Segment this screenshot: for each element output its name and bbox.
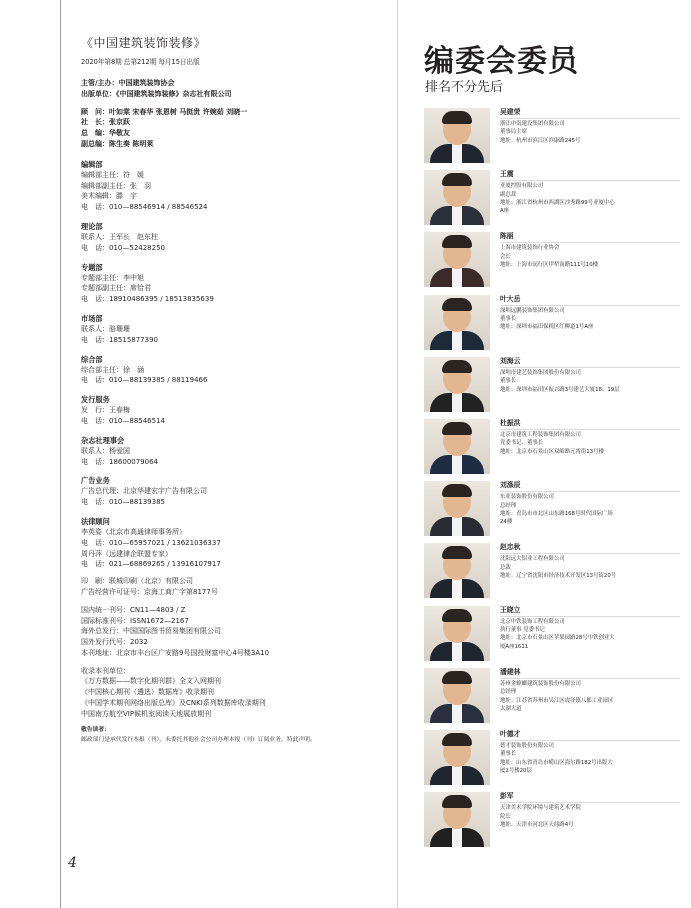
member-role: 董事局主席 xyxy=(500,129,527,136)
section-line: 电 话：18600079064 xyxy=(81,457,158,466)
printing-line: 印 刷：联城印刷（北京）有限公司 xyxy=(81,577,193,586)
member-address: 地址：天津市河北区天纬路4号 xyxy=(500,822,574,828)
member-address-cont: 厦A座1611 xyxy=(500,643,529,650)
page-spine-divider xyxy=(397,0,398,908)
member-name: 陈丽 xyxy=(500,232,514,241)
member-role: 院长 xyxy=(500,813,511,820)
portrait-hair xyxy=(442,298,472,311)
member-address-cont: A座 xyxy=(500,208,510,215)
member-role: 董事长 xyxy=(500,316,517,322)
section-line: 专题部副主任：席恰君 xyxy=(81,284,151,293)
notice-text: 邮政部门是承代发行本报（刊），未委托其他社会公司办理本报（刊）订阅业务，特此声明。 xyxy=(81,736,316,743)
member-photo xyxy=(424,419,490,474)
member-name-rule xyxy=(500,429,680,430)
section-heading: 发行服务 xyxy=(81,395,110,405)
member-organization: 德才装饰股份有限公司 xyxy=(500,743,554,749)
codes-block xyxy=(81,605,391,659)
member-card xyxy=(424,792,684,847)
member-name-rule xyxy=(500,305,680,306)
section-line: 电 话：010—88546514 xyxy=(81,416,165,425)
member-address-cont: 厦2号楼20层 xyxy=(500,768,532,775)
president-line: 社 长：张京跃 xyxy=(81,118,130,127)
member-role: 总经理 xyxy=(500,689,517,696)
member-role: 总裁 xyxy=(500,564,511,571)
member-name-rule xyxy=(500,180,680,181)
section-line: 李英姿（北京市高通律师事务所） xyxy=(81,527,186,536)
member-info xyxy=(500,419,684,456)
member-photo xyxy=(424,295,490,350)
department-sections xyxy=(81,159,391,576)
member-info xyxy=(500,170,684,216)
member-name: 刘涤辰 xyxy=(500,481,521,490)
member-name-rule xyxy=(500,367,680,368)
member-name: 杜振洪 xyxy=(500,419,521,427)
printing-line: 广告经营许可证号：京海工商广字第8177号 xyxy=(81,587,218,596)
member-name: 王震 xyxy=(500,170,514,179)
member-name-rule xyxy=(500,118,680,119)
portrait-hair xyxy=(442,733,472,746)
member-organization: 深圳远鹏装饰集团有限公司 xyxy=(500,307,565,314)
member-info xyxy=(500,668,684,714)
section-line: 电 话：18910486395 / 18513835639 xyxy=(81,295,214,304)
indexing-block xyxy=(81,666,391,720)
member-name-rule xyxy=(500,740,680,741)
member-card xyxy=(424,295,684,350)
section-heading: 编辑部 xyxy=(81,159,103,169)
member-info xyxy=(500,792,684,829)
member-photo xyxy=(424,730,490,785)
member-name: 叶大岳 xyxy=(500,294,521,303)
member-photo xyxy=(424,606,490,661)
masthead-column xyxy=(81,34,391,745)
member-info xyxy=(500,543,684,580)
portrait-hair xyxy=(442,795,472,808)
member-info xyxy=(500,295,684,332)
member-address: 地址：上海市闵行区伊犁南路111号10楼 xyxy=(500,262,599,269)
member-name: 吴建荣 xyxy=(500,108,521,116)
codes-line: 国内统一刊号：CN11—4803 / Z xyxy=(81,605,186,614)
member-address: 地址：北京市石景山区苹果园路28号中铁创业大 xyxy=(500,635,615,642)
sponsor-line: 主管/主办：中国建筑装饰协会 xyxy=(81,79,175,87)
portrait-shirt xyxy=(452,144,462,163)
member-organization: 上海市建筑装饰行业协会 xyxy=(500,245,560,252)
member-card xyxy=(424,170,684,225)
member-name: 赵忠秋 xyxy=(500,543,521,552)
section-line: 电 话：010—88139385 / 88119466 xyxy=(81,376,208,385)
section-line: 综合部主任：徐 涵 xyxy=(81,365,144,374)
member-card xyxy=(424,419,684,474)
member-role: 总经理 xyxy=(500,502,517,509)
member-card xyxy=(424,668,684,723)
member-address: 地址：辽宁省沈阳市经济技术开发区13号街20号 xyxy=(500,573,617,580)
section-heading: 广告业务 xyxy=(81,476,110,486)
portrait-hair xyxy=(442,484,472,497)
section-line: 专题部主任：李中旭 xyxy=(81,273,144,282)
section-line: 广告总代理：北京华建宏宇广告有限公司 xyxy=(81,487,207,496)
member-card xyxy=(424,108,684,163)
member-info xyxy=(500,232,684,269)
portrait-shirt xyxy=(452,206,462,225)
member-name-rule xyxy=(500,242,680,243)
codes-line: 国际标准刊号：ISSN1672—2167 xyxy=(81,616,189,625)
portrait-hair xyxy=(442,671,472,684)
section-line: 编辑部副主任：张 羽 xyxy=(81,181,151,190)
member-name: 叶德才 xyxy=(500,730,521,738)
portrait-shirt xyxy=(452,579,462,598)
section-line: 电 话：18515877390 xyxy=(81,335,158,344)
member-photo xyxy=(424,543,490,598)
portrait-hair xyxy=(442,111,472,124)
member-address: 地址：江苏省苏州市吴江区震泽镇八都工业园区 xyxy=(500,697,614,704)
member-name-rule xyxy=(500,678,680,679)
portrait-hair xyxy=(442,609,472,622)
member-name-rule xyxy=(500,616,680,617)
member-photo xyxy=(424,668,490,723)
member-organization: 亚厦控股有限公司 xyxy=(500,183,544,190)
section-heading: 理论部 xyxy=(81,221,103,231)
member-role: 执行董事 党委书记 xyxy=(500,627,545,633)
member-info xyxy=(500,108,684,145)
member-photo xyxy=(424,232,490,287)
member-name-rule xyxy=(500,802,680,803)
committee-title: 编委会委员 xyxy=(424,44,579,79)
issue-line: 2020年第8期 总第212期 每月15日出版 xyxy=(81,58,200,66)
member-card xyxy=(424,481,684,536)
portrait-shirt xyxy=(452,455,462,474)
member-address: 地址：杭州市滨江区滨康路245号 xyxy=(500,137,581,144)
indexing-line: 《中国核心期刊（遴选）数据库》收录期刊 xyxy=(81,688,214,697)
section-line: 联系人：杨爱国 xyxy=(81,446,130,455)
portrait-shirt xyxy=(452,766,462,785)
portrait-shirt xyxy=(452,704,462,723)
member-name-rule xyxy=(500,553,680,554)
member-organization: 沈阳远大铝业工程有限公司 xyxy=(500,556,565,563)
member-organization: 苏州金螳螂建筑装饰股份有限公司 xyxy=(500,680,581,687)
section-line: 电 话：010—52428250 xyxy=(81,243,165,252)
member-card xyxy=(424,730,684,785)
member-card xyxy=(424,543,684,598)
member-photo xyxy=(424,170,490,225)
page-edge-line xyxy=(60,0,61,908)
portrait-shirt xyxy=(452,393,462,412)
member-name: 潘建林 xyxy=(500,667,521,676)
portrait-hair xyxy=(442,546,472,559)
indexing-line: 中国南方航空VIP候机室阅读天地展放期刊 xyxy=(81,709,212,718)
portrait-shirt xyxy=(452,268,462,287)
member-address-cont: 24楼 xyxy=(500,519,513,526)
notice-title: 敬告读者： xyxy=(81,726,110,733)
section-line: 美术编辑：滕 宇 xyxy=(81,192,137,201)
member-name: 王晓立 xyxy=(500,605,521,614)
portrait-shirt xyxy=(452,828,462,847)
member-address: 地址：深圳市福田区振兴路3号建艺大厦18、19层 xyxy=(500,386,620,393)
portrait-shirt xyxy=(452,642,462,661)
codes-line: 海外总发行：中国国际图书贸易集团有限公司 xyxy=(81,627,221,636)
member-role: 董事长 xyxy=(500,378,517,385)
section-line: 周丹萍（远建律企联盟专家） xyxy=(81,549,172,558)
member-card xyxy=(424,232,684,287)
indexing-line: 《中国学术期刊网络出版总库》及CNKI系列数据库收录期刊 xyxy=(81,699,266,708)
member-photo xyxy=(424,108,490,163)
advisors-line: 顾 问：叶如棠 宋春华 张恩树 马挺贵 许婉茹 刘晓一 xyxy=(81,107,248,116)
member-card xyxy=(424,606,684,661)
deputy-chief-line: 副总编：陈生奏 陈明莱 xyxy=(81,139,154,148)
indexing-line: 收录本刊单位： xyxy=(81,666,130,675)
member-address: 地址：北京市石景山区双峪路元霄街13号楼 xyxy=(500,448,604,455)
section-line: 电 话：010—65957021 / 13621036337 xyxy=(81,538,221,547)
indexing-line: 《万方数据——数字化期刊群》全文入网期刊 xyxy=(81,677,221,686)
member-role: 会长 xyxy=(500,253,511,260)
portrait-hair xyxy=(442,422,472,435)
section-line: 联系人：骆珊珊 xyxy=(81,324,130,333)
member-info xyxy=(500,481,684,527)
section-line: 联系人：王军长 赵东柱 xyxy=(81,232,158,241)
member-address: 地址：深圳市福田保税区红柳道1号A座 xyxy=(500,324,594,331)
member-role: 董事长 xyxy=(500,751,517,758)
section-heading: 市场部 xyxy=(81,313,103,323)
section-line: 电 话：010—88139385 xyxy=(81,498,165,507)
member-info xyxy=(500,357,684,394)
section-line: 编辑部主任：符 媛 xyxy=(81,170,144,179)
publisher-line: 出版单位：《中国建筑装饰装修》杂志社有限公司 xyxy=(81,89,232,98)
committee-subtitle: 排名不分先后 xyxy=(425,80,504,95)
chief-editor-line: 总 编：华敬友 xyxy=(81,129,130,138)
magazine-title: 《中国建筑装饰装修》 xyxy=(81,36,207,50)
member-name: 彭军 xyxy=(500,792,514,801)
member-organization: 深圳市建艺装饰集团股份有限公司 xyxy=(500,369,581,376)
portrait-shirt xyxy=(452,331,462,350)
member-role: 党委书记、董事长 xyxy=(500,440,544,447)
section-line: 电 话：021—68869265 / 13916107917 xyxy=(81,560,221,569)
portrait-hair xyxy=(442,360,472,373)
member-name: 刘海云 xyxy=(500,356,521,365)
section-line: 电 话：010—88546914 / 88546524 xyxy=(81,203,208,212)
member-photo xyxy=(424,481,490,536)
portrait-hair xyxy=(442,173,472,186)
member-organization: 东亚装饰股份有限公司 xyxy=(500,494,554,501)
codes-line: 本刊地址：北京市丰台区广安路9号国投财富中心4号楼3A10 xyxy=(81,648,270,657)
member-organization: 北京市建筑工程装饰集团有限公司 xyxy=(500,432,581,438)
member-organization: 浙江中南建设集团有限公司 xyxy=(500,121,565,127)
member-address: 地址：山东省青岛市崂山区海尔路182号出版大 xyxy=(500,759,613,766)
member-name-rule xyxy=(500,491,680,492)
section-heading: 专题部 xyxy=(81,262,103,272)
section-line: 发 行：王春梅 xyxy=(81,406,130,415)
member-info xyxy=(500,730,684,776)
codes-line: 国外发行代号：2032 xyxy=(81,638,148,647)
printing-block xyxy=(81,576,391,598)
member-photo xyxy=(424,792,490,847)
section-heading: 杂志社理事会 xyxy=(81,435,125,445)
member-address: 地址：青岛市市北区山东路168号时代国际广场 xyxy=(500,511,613,517)
page-number: 4 xyxy=(68,855,77,871)
section-heading: 综合部 xyxy=(81,354,103,364)
member-organization: 北京中铁装饰工程有限公司 xyxy=(500,618,565,625)
section-heading: 法律顾问 xyxy=(81,516,110,526)
member-address: 地址：浙江省杭州市西湖区沙秀路99号亚厦中心 xyxy=(500,200,615,206)
member-address-cont: 太湖大道 xyxy=(500,706,522,713)
member-photo xyxy=(424,357,490,412)
member-card xyxy=(424,357,684,412)
member-role: 副总裁 xyxy=(500,191,517,198)
portrait-shirt xyxy=(452,517,462,536)
member-organization: 天津美术学院环境与建筑艺术学院 xyxy=(500,805,581,812)
portrait-hair xyxy=(442,235,472,248)
member-info xyxy=(500,606,684,652)
